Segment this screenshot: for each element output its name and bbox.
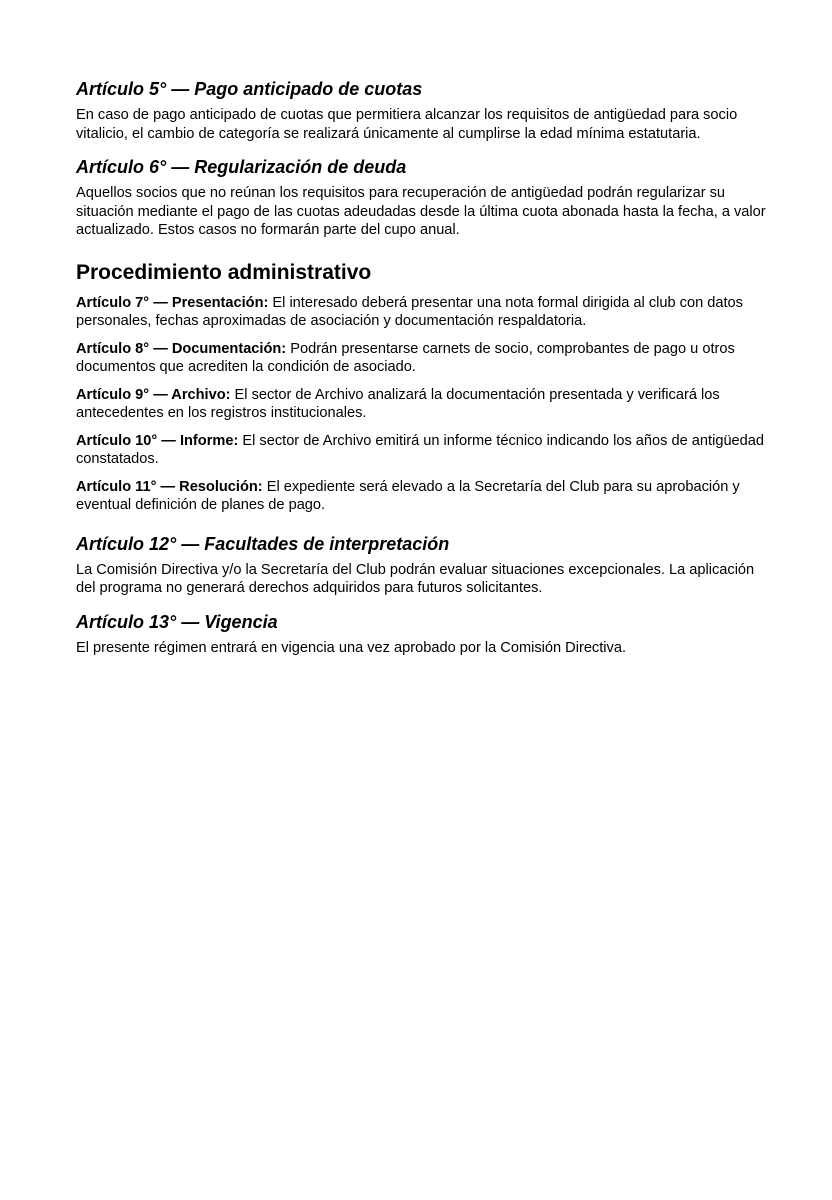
article-10 — [76, 432, 772, 469]
article-12 — [76, 533, 772, 598]
article-inline-text: Podrán presentarse carnets de socio, comprobantes de pago u otros documentos que acrediten la condición de asociado. — [76, 340, 735, 375]
article-inline-text: El sector de Archivo emitirá un informe técnico indicando los años de antigüedad constatados. — [76, 432, 765, 467]
article-inline-text: El interesado deberá presentar una nota formal dirigida al club con datos personales, fechas aproximadas de asociación y documentación respaldatoria. — [76, 294, 743, 329]
article-text: En caso de pago anticipado de cuotas que permitiera alcanzar los requisitos de antigüedad para socio vitalicio, el cambio de categoría se realizará únicamente al cumplirse la edad mínima estatutaria. — [76, 107, 738, 142]
article-5 — [76, 78, 772, 143]
article-11 — [76, 478, 772, 515]
article-inline-text: El expediente será elevado a la Secretaría del Club para su aprobación y eventual definición de planes de pago. — [76, 478, 740, 513]
article-label: Artículo 11° — Resolución: — [76, 478, 263, 495]
section-title: Procedimiento administrativo — [76, 260, 372, 284]
article-text: La Comisión Directiva y/o la Secretaría del Club podrán evaluar situaciones excepcionales. La aplicación del programa no generará derechos adquiridos para futuros solicitantes. — [76, 561, 755, 596]
article-label: Artículo 8° — Documentación: — [76, 340, 287, 357]
article-9 — [76, 386, 772, 423]
article-6 — [76, 156, 772, 240]
article-label: Artículo 10° — Informe: — [76, 432, 239, 449]
article-label: Artículo 9° — Archivo: — [76, 386, 231, 403]
article-text: El presente régimen entrará en vigencia una vez aprobado por la Comisión Directiva. — [76, 639, 626, 656]
article-8 — [76, 340, 772, 377]
article-heading: Artículo 5° — Pago anticipado de cuotas — [76, 79, 423, 99]
article-13 — [76, 611, 772, 658]
article-heading: Artículo 6° — Regularización de deuda — [76, 157, 407, 177]
article-label: Artículo 7° — Presentación: — [76, 294, 269, 311]
article-inline-text: El sector de Archivo analizará la documentación presentada y verificará los antecedentes en los registros institucionales. — [76, 386, 720, 421]
article-heading: Artículo 12° — Facultades de interpretación — [76, 533, 450, 554]
article-7 — [76, 294, 772, 331]
article-heading: Artículo 13° — Vigencia — [76, 611, 278, 632]
article-text: Aquellos socios que no reúnan los requisitos para recuperación de antigüedad podrán regularizar su situación mediante el pago de las cuotas adeudadas desde la última cuota abonada hasta la fecha, a valor actualizado. Estos casos no formarán parte del cupo anual. — [76, 185, 766, 238]
